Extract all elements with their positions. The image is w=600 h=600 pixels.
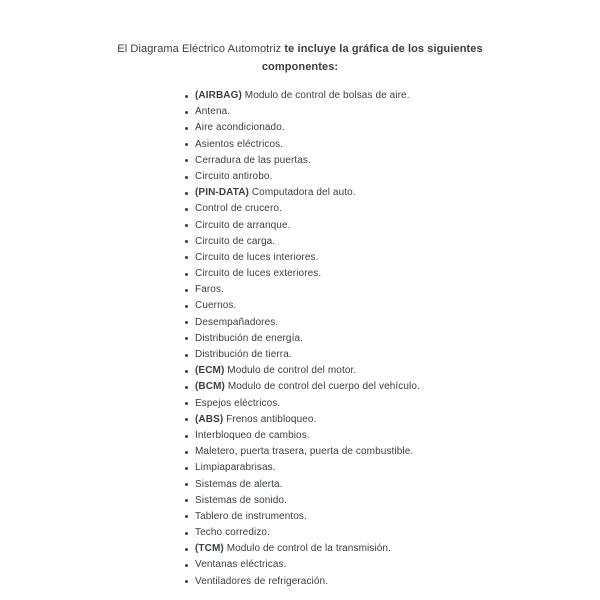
list-item-text: Asientos eléctricos. xyxy=(195,138,284,150)
bullet-icon xyxy=(185,127,188,130)
bullet-icon xyxy=(185,483,188,486)
list-item-text: (ECM) Modulo de control del motor. xyxy=(195,365,357,377)
bullet-icon xyxy=(185,321,188,324)
list-item xyxy=(185,331,420,347)
bullet-icon xyxy=(185,159,188,162)
list-item-text: (BCM) Modulo de control del cuerpo del vehículo. xyxy=(195,381,420,393)
bullet-icon xyxy=(185,548,188,551)
list-item xyxy=(185,315,420,331)
list-item-text: Ventanas eléctricas. xyxy=(195,559,287,571)
list-item-text: Techo corredizo. xyxy=(195,527,270,539)
list-item-bold-prefix: (ECM) xyxy=(195,365,225,377)
list-item-text: (ABS) Frenos antibloqueo. xyxy=(195,413,317,425)
list-item-text: Circuito de luces interiores. xyxy=(195,251,319,263)
bullet-icon xyxy=(185,435,188,438)
list-item xyxy=(185,412,420,428)
list-item-text: Circuito de carga. xyxy=(195,235,276,247)
list-item xyxy=(185,428,420,444)
bullet-icon xyxy=(185,370,188,373)
list-item xyxy=(185,347,420,363)
bullet-icon xyxy=(185,256,188,259)
bullet-icon xyxy=(185,354,188,357)
list-item-text: Distribución de tierra. xyxy=(195,349,292,360)
list-item xyxy=(185,525,420,541)
list-item-bold-prefix: (AIRBAG) xyxy=(195,90,242,101)
bullet-icon xyxy=(185,515,188,518)
page-title-line1 xyxy=(0,41,600,59)
list-item-text: Maletero, puerta trasera, puerta de combustible. xyxy=(195,446,414,458)
list-item-text: Circuito de luces exteriores. xyxy=(195,268,322,280)
list-item-text: (PIN-DATA) Computadora del auto. xyxy=(195,187,356,199)
bullet-icon xyxy=(185,95,188,98)
list-item xyxy=(185,282,420,298)
list-item-text: Aire acondicionado. xyxy=(195,122,285,134)
list-item xyxy=(185,574,420,590)
list-item xyxy=(185,234,420,250)
list-item xyxy=(185,169,420,185)
list-item xyxy=(185,298,420,314)
bullet-icon xyxy=(185,467,188,470)
list-item xyxy=(185,266,420,282)
list-item-text: (TCM) Modulo de control de la transmisión. xyxy=(195,543,391,555)
list-item xyxy=(185,120,420,136)
list-item xyxy=(185,104,420,120)
list-item-text: Antena. xyxy=(195,106,231,118)
list-item xyxy=(185,250,420,266)
list-item xyxy=(185,379,420,395)
list-item xyxy=(185,88,420,104)
bullet-icon xyxy=(185,337,188,340)
bullet-icon xyxy=(185,289,188,292)
bullet-icon xyxy=(185,580,188,583)
list-item-text: Cuernos. xyxy=(195,300,237,312)
bullet-icon xyxy=(185,208,188,211)
list-item xyxy=(185,185,420,201)
bullet-icon xyxy=(185,402,188,405)
list-item xyxy=(185,460,420,476)
bullet-icon xyxy=(185,499,188,502)
page-title-line2: componentes: xyxy=(261,60,339,73)
list-item xyxy=(185,137,420,153)
list-item xyxy=(185,509,420,525)
list-item-text: Tablero de instrumentos. xyxy=(195,510,307,522)
list-item-text: Cerradura de las puertas. xyxy=(195,154,311,166)
list-item-bold-prefix: (PIN-DATA) xyxy=(195,187,249,199)
list-item xyxy=(185,541,420,557)
component-list xyxy=(185,88,420,590)
bullet-icon xyxy=(185,451,188,454)
list-item-text: Ventiladores de refrigeración. xyxy=(195,575,329,587)
list-item-bold-prefix: (ABS) xyxy=(195,413,224,425)
bullet-icon xyxy=(185,273,188,276)
bullet-icon xyxy=(185,532,188,535)
list-item-text: Desempañadores. xyxy=(195,316,279,328)
list-item xyxy=(185,396,420,412)
bullet-icon xyxy=(185,176,188,179)
page-title-regular-text: El Diagrama Eléctrico Automotriz xyxy=(117,43,282,55)
list-item xyxy=(185,493,420,509)
bullet-icon xyxy=(185,305,188,308)
bullet-icon xyxy=(185,418,188,421)
page-title-bold-text: te incluye la gráfica de los siguientes xyxy=(281,43,483,55)
list-item-text: Interbloqueo de cambios. xyxy=(195,429,310,441)
list-item-text: Circuito de arranque. xyxy=(195,219,291,231)
list-item-text: Espejos eléctricos. xyxy=(195,397,281,409)
list-item-bold-prefix: (BCM) xyxy=(195,381,225,393)
list-item-text: Control de crucero. xyxy=(195,203,282,215)
list-item-text: Distribución de energía. xyxy=(195,332,304,344)
bullet-icon xyxy=(185,240,188,243)
bullet-icon xyxy=(185,111,188,114)
list-item xyxy=(185,218,420,234)
bullet-icon xyxy=(185,192,188,195)
list-item xyxy=(185,363,420,379)
list-item xyxy=(185,444,420,460)
list-item-text: Faros. xyxy=(195,284,224,296)
bullet-icon xyxy=(185,224,188,227)
bullet-icon xyxy=(185,386,188,389)
bullet-icon xyxy=(185,143,188,146)
list-item-text: Sistemas de alerta. xyxy=(195,478,283,490)
list-item xyxy=(185,153,420,169)
list-item xyxy=(185,477,420,493)
list-item-text: Sistemas de sonido. xyxy=(195,494,287,506)
page-title xyxy=(0,41,600,76)
list-item-bold-prefix: (TCM) xyxy=(195,543,224,555)
list-item-text: Circuito antirobo. xyxy=(195,170,273,182)
list-item-text: Limpiaparabrisas. xyxy=(195,462,276,474)
list-item xyxy=(185,201,420,217)
bullet-icon xyxy=(185,564,188,567)
list-item-text: (AIRBAG) Modulo de control de bolsas de aire. xyxy=(195,90,410,101)
list-item xyxy=(185,557,420,573)
